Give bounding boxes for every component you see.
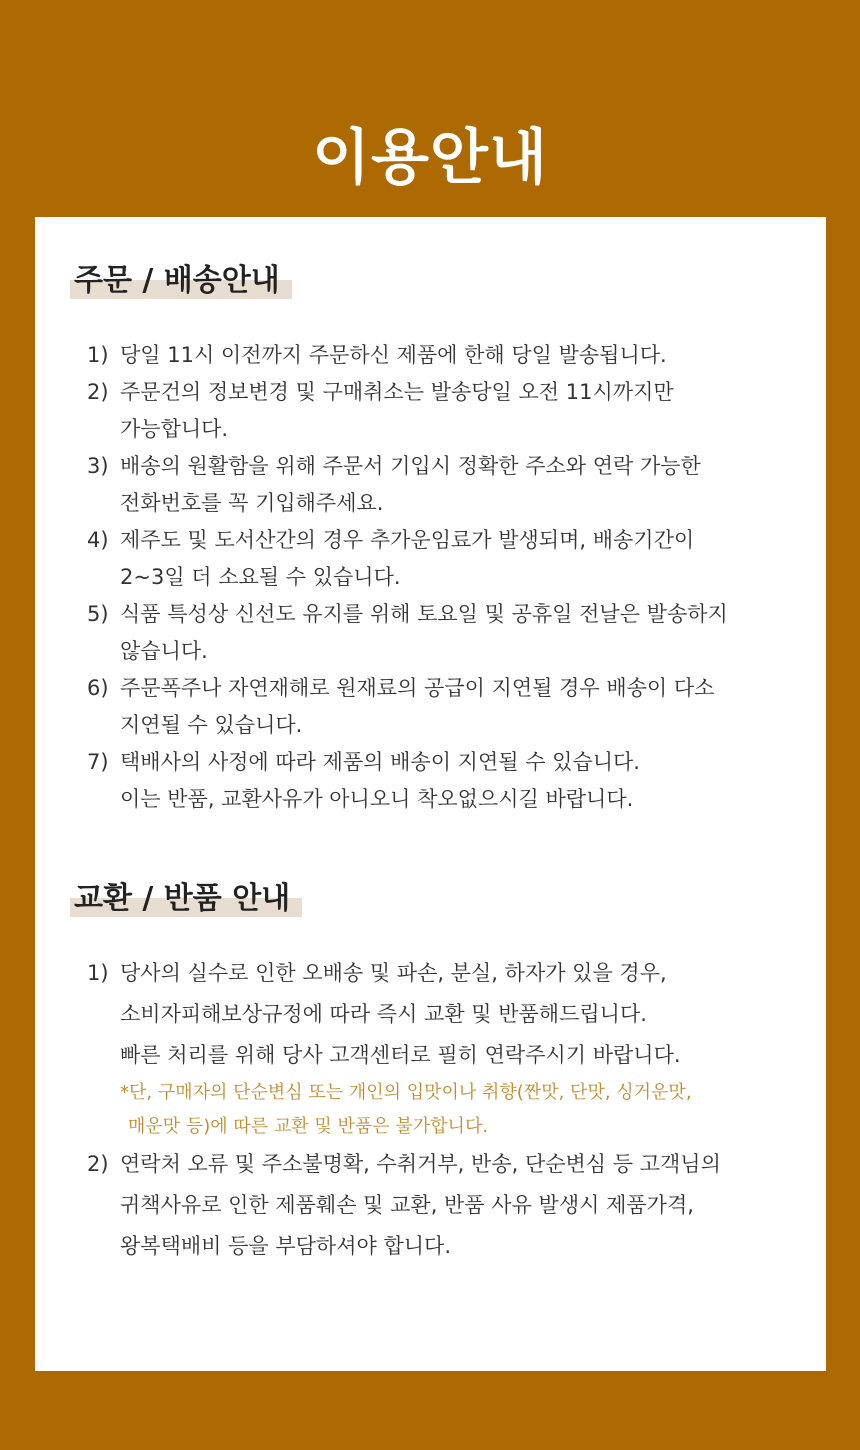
item-line: 제주도 및 도서산간의 경우 추가운임료가 발생되며, 배송기간이: [120, 528, 695, 552]
list-item: [87, 953, 827, 1144]
item-line: 빠른 처리를 위해 당사 고객센터로 필히 연락주시기 바랍니다.: [120, 1043, 681, 1067]
list-item: [87, 374, 807, 448]
item-number: 4): [87, 528, 109, 552]
item-number: 2): [87, 1152, 109, 1176]
item-line: 이는 반품, 교환사유가 아니오니 착오없으시길 바랍니다.: [120, 787, 634, 811]
list-item: [87, 337, 807, 374]
item-line: 귀책사유로 인한 제품훼손 및 교환, 반품 사유 발생시 제품가격,: [120, 1193, 694, 1217]
list-item: [87, 744, 807, 818]
list-item: [87, 670, 807, 744]
item-line: 택배사의 사정에 따라 제품의 배송이 지연될 수 있습니다.: [120, 750, 640, 774]
section-heading-text: 교환 / 반품 안내: [74, 881, 291, 916]
list-item: [87, 1144, 827, 1267]
item-number: 7): [87, 750, 109, 774]
item-line: 전화번호를 꼭 기입해주세요.: [120, 491, 384, 515]
list-item: [87, 448, 807, 522]
order-shipping-list: [87, 337, 807, 818]
item-line: 왕복택배비 등을 부담하셔야 합니다.: [120, 1234, 451, 1258]
item-line: 소비자피해보상규정에 따라 즉시 교환 및 반품해드립니다.: [120, 1002, 647, 1026]
section-heading-order-shipping: [70, 261, 292, 301]
list-item: [87, 522, 807, 596]
item-line: 당일 11시 이전까지 주문하신 제품에 한해 당일 발송됩니다.: [120, 343, 667, 367]
item-line: 주문폭주나 자연재해로 원재료의 공급이 지연될 경우 배송이 다소: [120, 676, 715, 700]
page-title: 이용안내: [312, 123, 548, 194]
item-line: 당사의 실수로 인한 오배송 및 파손, 분실, 하자가 있을 경우,: [120, 961, 667, 985]
info-card: [35, 217, 826, 1371]
section-heading-text: 주문 / 배송안내: [74, 263, 280, 298]
item-line: 않습니다.: [120, 639, 208, 663]
item-number: 2): [87, 380, 109, 404]
item-number: 6): [87, 676, 109, 700]
item-line: 연락처 오류 및 주소불명확, 수취거부, 반송, 단순변심 등 고객님의: [120, 1152, 721, 1176]
item-number: 1): [87, 961, 109, 985]
item-line: 주문건의 정보변경 및 구매취소는 발송당일 오전 11시까지만: [120, 380, 674, 404]
section-heading-exchange-return: [70, 879, 302, 919]
notice-note: 매운맛 등)에 따른 교환 및 반품은 불가합니다.: [128, 1116, 489, 1137]
item-line: 배송의 원활함을 위해 주문서 기입시 정확한 주소와 연락 가능한: [120, 454, 701, 478]
item-line: 가능합니다.: [120, 417, 229, 441]
list-item: [87, 596, 807, 670]
item-number: 3): [87, 454, 109, 478]
item-line: 2~3일 더 소요될 수 있습니다.: [120, 565, 401, 589]
item-line: 지연될 수 있습니다.: [120, 713, 303, 737]
item-number: 1): [87, 343, 109, 367]
notice-note: *단, 구매자의 단순변심 또는 개인의 입맛이나 취향(짠맛, 단맛, 싱거운맛,: [120, 1082, 692, 1103]
item-number: 5): [87, 602, 109, 626]
item-line: 식품 특성상 신선도 유지를 위해 토요일 및 공휴일 전날은 발송하지: [120, 602, 728, 626]
exchange-return-list: [87, 953, 827, 1267]
